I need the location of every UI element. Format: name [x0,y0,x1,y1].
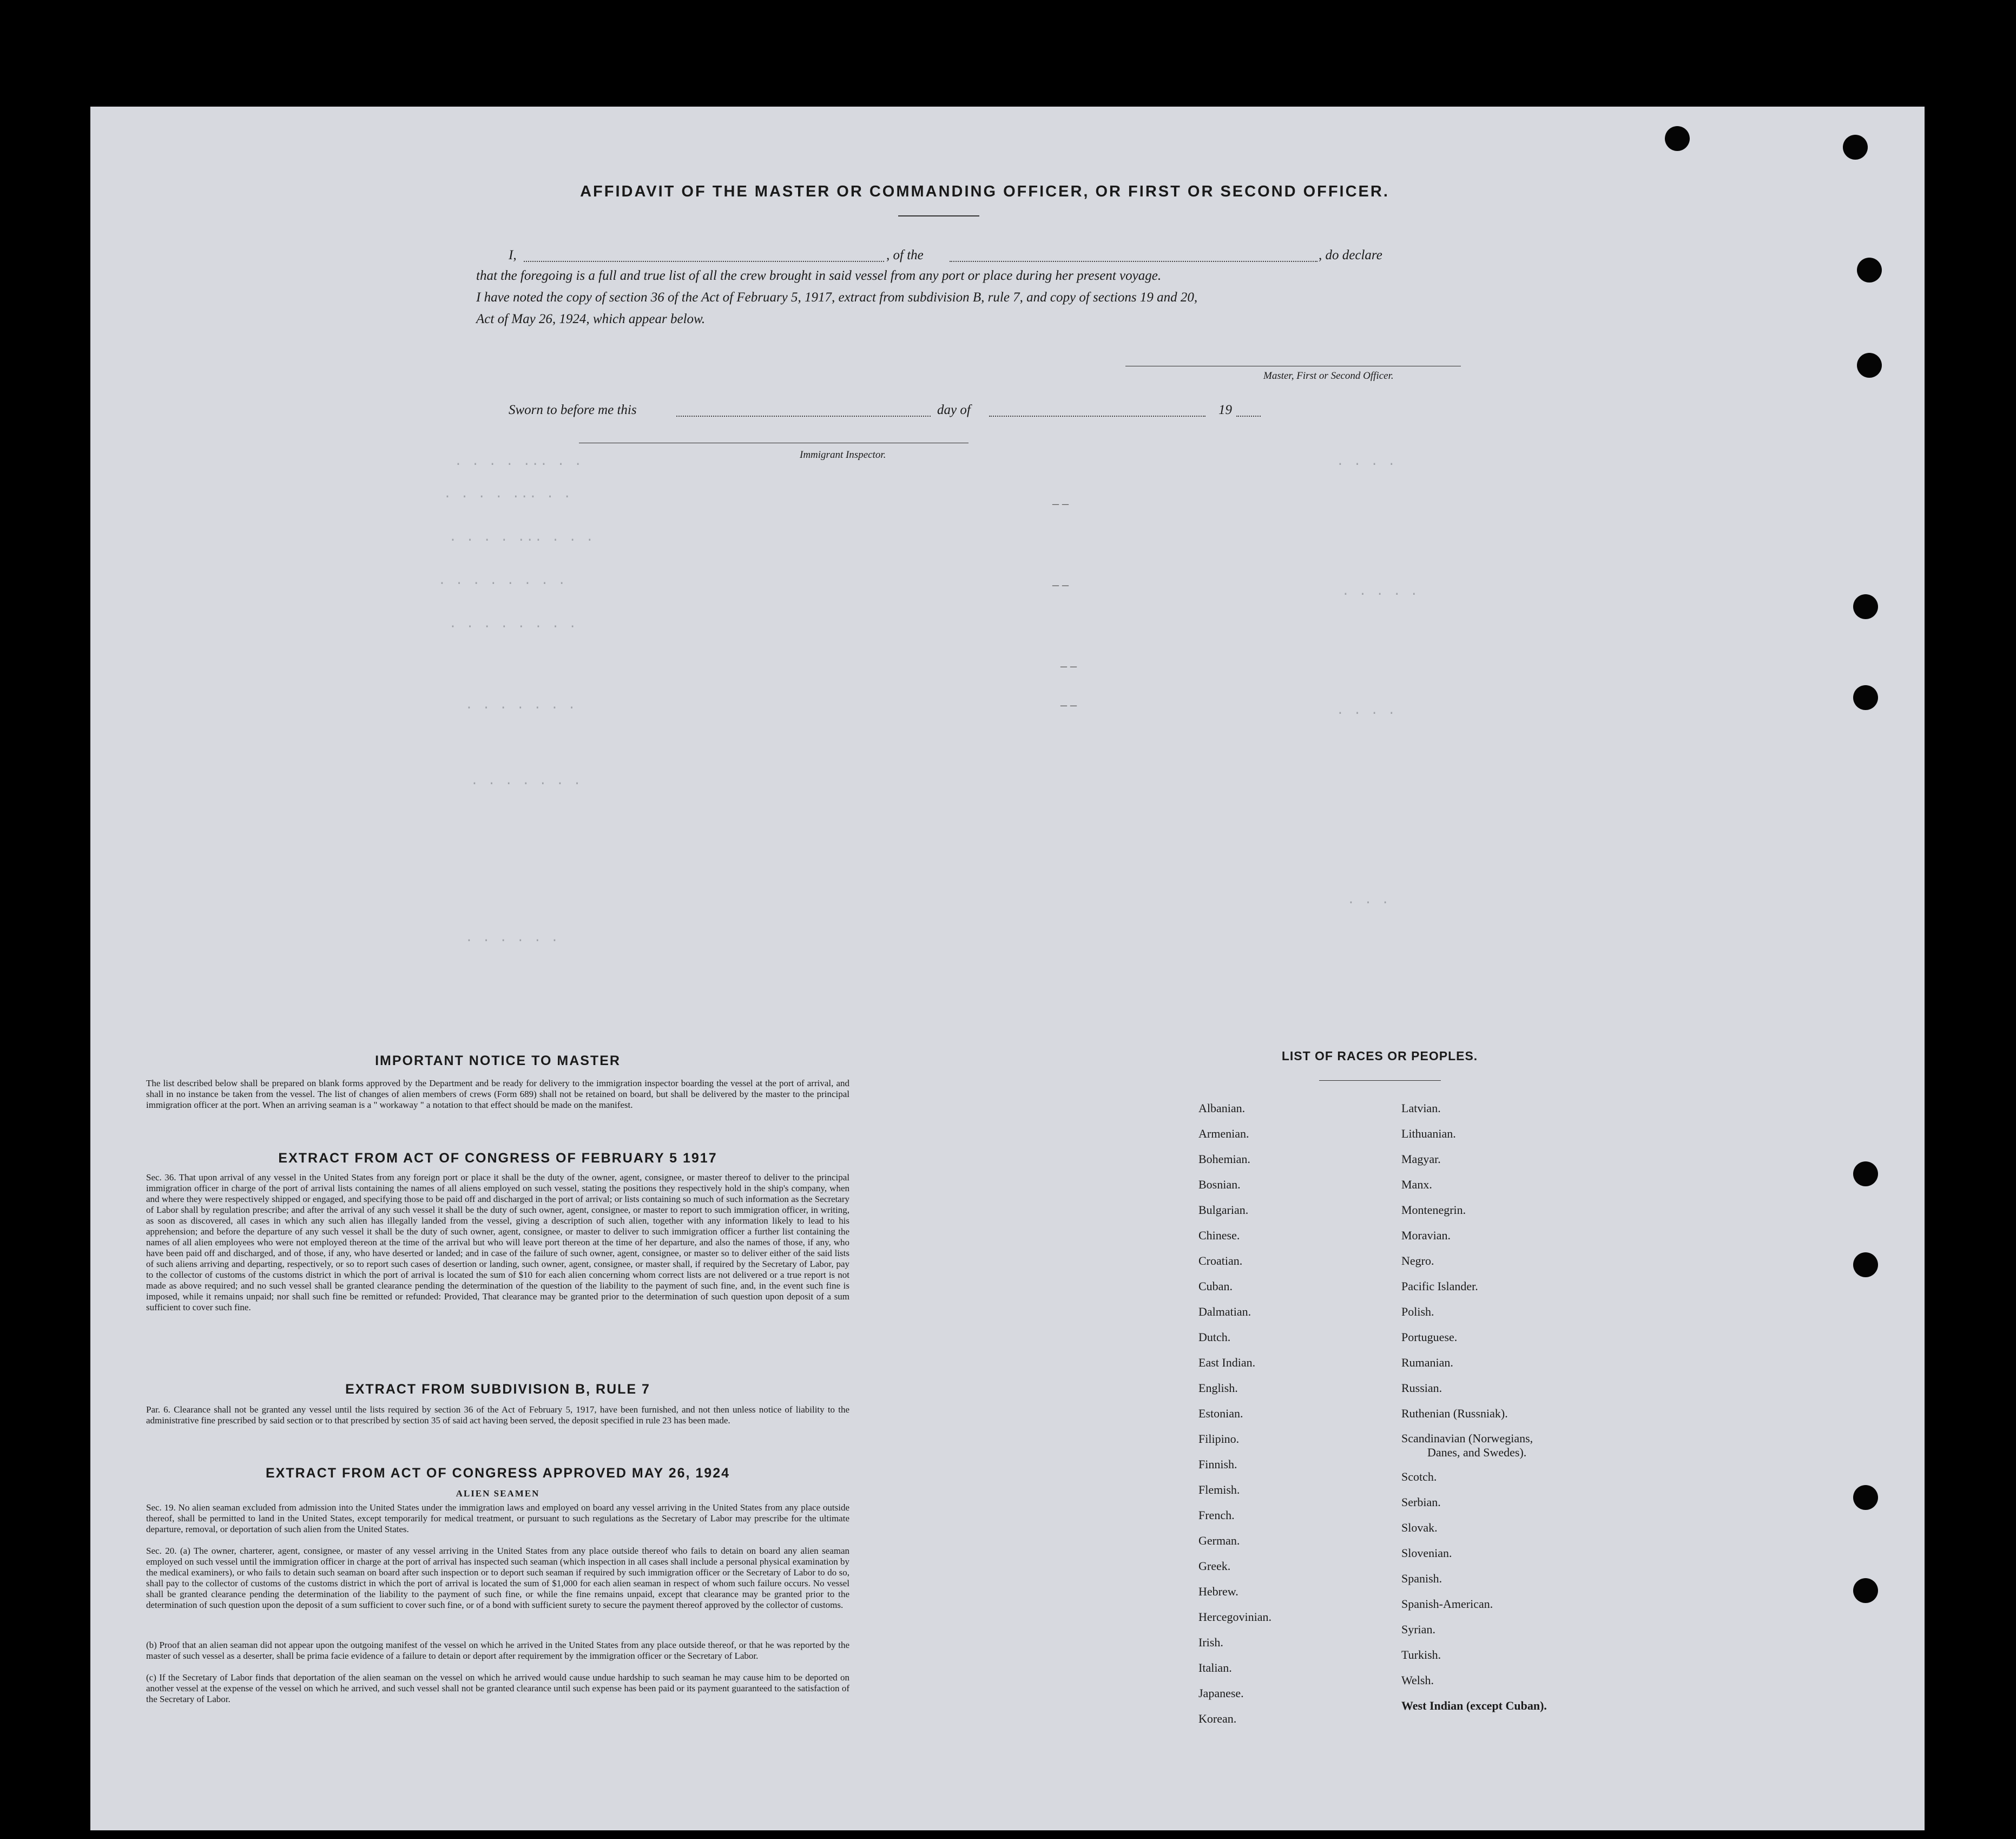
bleed-through-mark: . . . . ... . . [444,487,572,501]
bleed-through-mark: . . . . ... . . [454,455,583,469]
race-item: Scotch. [1401,1470,1437,1483]
race-item: Moravian. [1401,1229,1451,1242]
sworn-year-field[interactable] [1236,416,1261,417]
declarant-i: I, [509,248,517,262]
notice-text: The list described below shall be prepared on blank forms approved by the Department and be ready for delivery to the immigration inspector boarding the vessel at the port of arrival, and shall in no instance be taken from the vessel. The list of changes of alien members of crews (Form 689) shall not be retained on board, but shall be delivered by the master to the principal immigration officer at the port. When an arriving seaman is a " workaway " a notation to that effect should be made on the manifest. [146,1078,849,1110]
extract-1924-sec20b: (b) Proof that an alien seaman did not appear upon the outgoing manifest of the vessel on which he arrived in the United States from any place outside thereof, or that he was reported by the master of such vessel as a deserter, shall be prima facie evidence of a failure to detain or deport after requirement by the immigration officer or the Secretary of Labor. [146,1640,849,1661]
race-item: French. [1198,1508,1235,1522]
races-right-column [1401,1095,1547,1718]
race-item: East Indian. [1198,1356,1256,1369]
race-item: Lithuanian. [1401,1127,1456,1140]
bleed-through-mark: . . . . [1336,704,1396,718]
bleed-through-mark: . . . . . . [465,931,559,945]
punch-hole [1853,685,1878,710]
bleed-through-mark: . . . . . [1342,584,1419,599]
race-item: Ruthenian (Russniak). [1401,1407,1508,1420]
declaration-text: Act of May 26, 1924, which appear below. [476,312,706,326]
bleed-through-mark: . . . . . . . [465,698,577,712]
race-item: Finnish. [1198,1457,1237,1471]
punch-hole [1853,594,1878,619]
declarant-name-field[interactable] [524,261,884,262]
race-item: Dalmatian. [1198,1305,1251,1318]
dash-mark: – – [1060,659,1077,673]
sworn-month-field[interactable] [989,416,1205,417]
bleed-through-mark: . . . [1347,893,1391,907]
title-underline [898,215,979,216]
race-item: Slovak. [1401,1521,1438,1534]
extract-1924-sec19: Sec. 19. No alien seaman excluded from admission into the United States under the immigration laws and employed on board any vessel arriving in the United States from any place outside thereof, shall be permitted to land in the United States, except temporarily for medical treatment, or pursuant to such regulations as the Secretary of Labor may prescribe for the ultimate departure, removal, or deportation of such alien from the United States. [146,1502,849,1534]
bleed-through-mark: . . . . . . . [471,774,582,788]
race-item: Spanish-American. [1401,1597,1493,1611]
race-item: Serbian. [1401,1495,1441,1509]
dash-mark: – – [1052,578,1069,592]
alien-seamen-subheading: ALIEN SEAMEN [456,1488,540,1499]
race-item: Japanese. [1198,1686,1244,1700]
bleed-through-mark: . . . . ... . . . [449,530,595,544]
race-item: Rumanian. [1401,1356,1453,1369]
race-item: Polish. [1401,1305,1434,1318]
race-item: Greek. [1198,1559,1231,1573]
race-item-line: Danes, and Swedes). [1427,1446,1527,1459]
race-item-line: Scandinavian (Norwegians, [1401,1431,1533,1445]
race-item: Negro. [1401,1254,1434,1267]
sworn-day-field[interactable] [676,416,931,417]
extract-rule7-heading: EXTRACT FROM SUBDIVISION B, RULE 7 [345,1382,650,1397]
notice-heading: IMPORTANT NOTICE TO MASTER [375,1053,621,1068]
of-the-label: , of the [886,248,924,262]
race-item [1401,1426,1547,1464]
races-heading-underline [1319,1080,1441,1081]
extract-1917-heading: EXTRACT FROM ACT OF CONGRESS OF FEBRUARY 5 1917 [278,1151,717,1166]
punch-hole [1853,1161,1878,1186]
extract-1924-sec20a: Sec. 20. (a) The owner, charterer, agent, consignee, or master of any vessel arriving in the United States from any place outside thereof who fails to detain on board any alien seaman employed on such vessel until the immigration officer in charge at the port of arrival has inspected such seaman (which inspection in all cases shall include a personal physical examination by the medical examiners), or who fails to detain such seaman on board after such inspection or to deport such seaman if required by such immigration officer or the Secretary of Labor to do so, shall pay to the collector of customs of the customs district in which the port of arrival is located the sum of $1,000 for each alien seaman in respect of whom such failure occurs. No vessel shall be granted clearance pending the determination of the liability to the payment of such fine, or while the fine remains unpaid, except that clearance may be granted prior to the determination of such question upon the deposit of a sum sufficient to cover such fine, or of a bond with sufficient surety to secure the payment thereof approved by the collector of customs. [146,1546,849,1610]
punch-hole [1853,1578,1878,1603]
race-item: Portuguese. [1401,1330,1458,1344]
extract-1924-sec20c: (c) If the Secretary of Labor finds that deportation of the alien seaman on the vessel on which he arrived would cause undue hardship to such seaman he may cause him to be deported on another vessel at the expense of the vessel on which he arrived, and such vessel shall not be granted clearance until such expense has been paid or its payment guaranteed to the satisfaction of the Secretary of Labor. [146,1672,849,1704]
race-item: Syrian. [1401,1623,1435,1636]
race-item: Dutch. [1198,1330,1231,1344]
race-item: Montenegrin. [1401,1203,1466,1217]
race-item: Croatian. [1198,1254,1243,1267]
bleed-through-mark: . . . . . . . . [438,574,567,588]
bleed-through-mark: . . . . [1336,455,1396,469]
race-item: Hebrew. [1198,1585,1238,1598]
sworn-line [509,399,1266,421]
declaration-text: that the foregoing is a full and true list of all the crew brought in said vessel from any port or place during her present voyage. [476,268,1162,283]
races-heading: LIST OF RACES OR PEOPLES. [1281,1049,1478,1063]
race-item: Irish. [1198,1636,1223,1649]
race-item: Chinese. [1198,1229,1240,1242]
race-item: Slovenian. [1401,1546,1452,1560]
dash-mark: – – [1060,698,1077,712]
sworn-label: Sworn to before me this [509,403,637,417]
race-item: West Indian (except Cuban). [1401,1699,1547,1712]
punch-hole [1853,1485,1878,1510]
race-item: Albanian. [1198,1101,1246,1115]
race-item: Bosnian. [1198,1178,1241,1191]
race-item: Manx. [1401,1178,1432,1191]
race-item: Estonian. [1198,1407,1243,1420]
race-item: English. [1198,1381,1238,1395]
races-left-column [1198,1095,1271,1731]
do-declare-label: , do declare [1319,248,1382,262]
race-item: Bohemian. [1198,1152,1250,1166]
vessel-name-field[interactable] [950,261,1317,262]
race-item: Turkish. [1401,1648,1441,1661]
race-item: Bulgarian. [1198,1203,1249,1217]
race-item: Russian. [1401,1381,1442,1395]
race-item: Welsh. [1401,1673,1434,1687]
race-item: Hercegovinian. [1198,1610,1271,1624]
inspector-signature-label: Immigrant Inspector. [800,449,886,461]
race-item: Italian. [1198,1661,1232,1674]
extract-1924-heading: EXTRACT FROM ACT OF CONGRESS APPROVED MAY 26, 1924 [265,1466,730,1481]
punch-hole [1857,258,1882,283]
dash-mark: – – [1052,497,1069,511]
bleed-through-mark: . . . . . . . . [449,617,578,631]
extract-1917-text: Sec. 36. That upon arrival of any vessel in the United States from any foreign port or place it shall be the duty of the owner, agent, consignee, or master thereof to deliver to the principal immigration officer in charge of the port of arrival lists containing the names of all aliens employed on such vessel, stating the positions they respectively hold in the ship's company, when and where they were respectively shipped or engaged, and specifying those to be paid off and discharged in the port of arrival; or lists containing so much of such information as the Secretary of Labor shall by regulation prescribe; and after the arrival of any such vessel it shall be the duty of such owner, agent, consignee, or master to report to such immigration officer, in writing, as soon as discovered, all cases in which any such alien has illegally landed from the vessel, giving a description of such alien, together with any information likely to lead to his apprehension; and before the departure of any such vessel it shall be the duty of such owner, agent, consignee, or master to deliver to such immigration officer a further list containing the names of all alien employees who were not employed thereon at the time of the arrival but who will leave port thereon at the time of her departure, and also the names of those, if any, who have been paid off and discharged, and of those, if any, who have deserted or landed; and in case of the failure of such owner, agent, consignee, or master so to deliver either of the said lists of such aliens arriving and departing, respectively, or so to report such cases of desertion or landing, such owner, agent, consignee, or master shall, if required by the Secretary of Labor, pay to the collector of customs of the customs district in which the port of arrival is located the sum of $10 for each alien concerning whom correct lists are not delivered or a true report is not made as above required; and no such vessel shall be granted clearance pending the determination of the question of the liability to the payment of such fine, and, in the event such fine is imposed, while it remains unpaid; nor shall such fine be remitted or refunded: Provided, That clearance may be granted prior to the determination of such question upon deposit of a sum sufficient to cover such fine. [146,1172,849,1312]
punch-hole [1665,126,1690,151]
race-item: German. [1198,1534,1240,1547]
race-item: Cuban. [1198,1279,1233,1293]
race-item: Spanish. [1401,1572,1442,1585]
declaration-text: I have noted the copy of section 36 of the Act of February 5, 1917, extract from subdivision B, rule 7, and copy of sections 19 and 20, [476,290,1198,305]
race-item: Armenian. [1198,1127,1249,1140]
declare-line [476,245,1464,266]
race-item: Pacific Islander. [1401,1279,1478,1293]
race-item: Magyar. [1401,1152,1441,1166]
punch-hole [1857,353,1882,378]
punch-hole [1843,135,1868,160]
affidavit-title: AFFIDAVIT OF THE MASTER OR COMMANDING OFFICER, OR FIRST OR SECOND OFFICER. [580,183,1389,200]
race-item: Korean. [1198,1712,1237,1725]
day-of-label: day of [937,403,971,417]
year-label: 19 [1218,403,1232,417]
extract-rule7-text: Par. 6. Clearance shall not be granted any vessel until the lists required by section 36 of the Act of February 5, 1917, have been furnished, and not then unless notice of liability to the administrative fine prescribed by said section or to that prescribed by section 35 of said act having been served, the deposit specified in rule 23 has been made. [146,1404,849,1426]
race-item: Latvian. [1401,1101,1441,1115]
race-item: Filipino. [1198,1432,1240,1446]
master-signature-label: Master, First or Second Officer. [1263,370,1394,382]
race-item: Flemish. [1198,1483,1240,1496]
punch-hole [1853,1252,1878,1277]
